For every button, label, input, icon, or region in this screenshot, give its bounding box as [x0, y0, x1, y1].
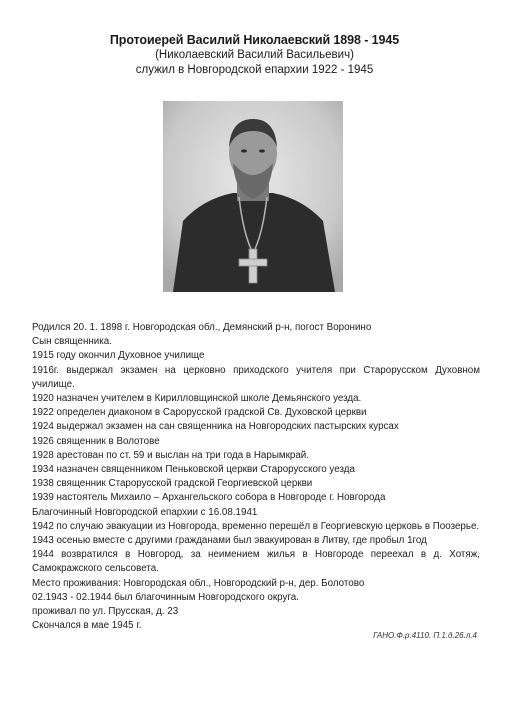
portrait-image: [163, 101, 343, 292]
bio-line: 1939 настоятель Михаило – Архангельского собора в Новгороде г. Новгорода: [32, 492, 386, 504]
document-header: [0, 32, 509, 78]
bio-line: проживал по ул. Прусская, д. 23: [32, 606, 179, 618]
biography-text: [32, 321, 480, 633]
bio-line: 02.1943 - 02.1944 был благочинным Новгородского округа.: [32, 591, 299, 603]
bio-line: Скончался в мае 1945 г.: [32, 620, 142, 632]
bio-line: 1924 выдержал экзамен на сан священника на Новгородских пастырских курсах: [32, 421, 399, 433]
portrait-photo: [163, 101, 343, 292]
bio-line: 1938 священник Старорусской градской Георгиевской церкви: [32, 478, 313, 490]
bio-line: Сын священника.: [32, 336, 112, 348]
bio-line: 1926 священник в Волотове: [32, 435, 160, 447]
bio-line: Родился 20. 1. 1898 г. Новгородская обл., Демянский р-н, погост Воронино: [32, 322, 372, 333]
bio-line: Благочинный Новгородской епархии с 16.08.1941: [32, 506, 258, 518]
bio-line: 1916г. выдержал экзамен на церковно приходского учителя при Старорусском Духовном училище.: [32, 364, 480, 390]
page-title: Протоиерей Василий Николаевский 1898 - 1945: [109, 33, 400, 47]
archive-reference: ГАНО.Ф.р.4110. П.1.д.26.л.4: [373, 631, 477, 640]
bio-line: 1942 по случаю эвакуации из Новгорода, временно перешёл в Георгиевскую церковь в Поозерье.: [32, 520, 480, 532]
bio-line: 1928 арестован по ст. 59 и выслан на три года в Нарымкрай.: [32, 449, 309, 461]
bio-line: Место проживания: Новгородская обл., Новгородский р-н, дер. Болотово: [32, 577, 365, 589]
bio-line: 1934 назначен священником Пеньковской церкви Старорусского уезда: [32, 464, 355, 476]
bio-line: 1922 определен диаконом в Сарорусской градской Св. Духовской церкви: [32, 407, 367, 419]
bio-line: 1920 назначен учителем в Кирилловщинской школе Демьянского уезда.: [32, 393, 362, 405]
service-line: служил в Новгородской епархии 1922 - 1945: [135, 64, 374, 76]
bio-line: 1943 осенью вместе с другими гражданами был эвакуирован в Литву, где пробыл 1год: [32, 535, 427, 547]
bio-line: 1915 году окончил Духовное училище: [32, 350, 205, 362]
bio-line: 1944 возвратился в Новгород, за неимением жилья в Новгороде переехал в д. Хотяж, Самокражского сельсовета.: [32, 549, 480, 575]
page-subtitle: (Николаевский Василий Васильевич): [155, 49, 354, 61]
